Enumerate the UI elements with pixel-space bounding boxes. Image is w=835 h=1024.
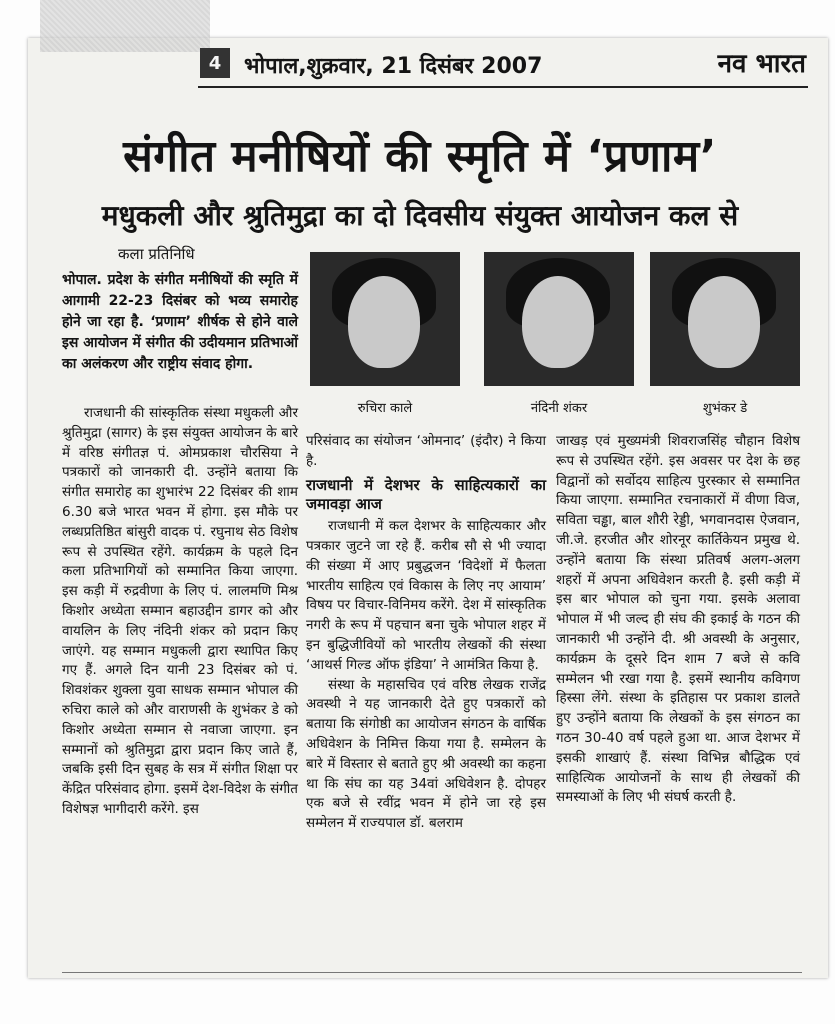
subheadline: मधुकली और श्रुतिमुद्रा का दो दिवसीय संयुक्त आयोजन कल से	[101, 199, 739, 232]
bottom-rule	[62, 972, 802, 973]
scan-edge	[40, 0, 210, 52]
byline: कला प्रतिनिधि	[118, 245, 195, 263]
body-paragraph: संस्था के महासचिव एवं वरिष्ठ लेखक राजेंद्र अवस्थी ने यह जानकारी देते हुए पत्रकारों को बताया कि संगोष्ठी का आयोजन संगठन के वार्षिक अधिवेशन के निमित्त किया गया है. सम्मेलन के बारे में विस्तार से बताते हुए श्री अवस्थी का कहना था कि संघ का यह 34वां अधिवेशन है. दोपहर एक बजे से रवींद्र भवन में होने जा रहे इस सम्मेलन में राज्यपाल डॉ. बलराम	[306, 676, 546, 832]
photo-nandini-shankar	[484, 252, 634, 386]
photo-caption: शुभंकर डे	[702, 401, 748, 416]
body-paragraph: राजधानी में कल देशभर के साहित्यकार और पत्रकार जुटने जा रहे हैं. करीब सौ से भी ज्यादा की संख्या में आए प्रबुद्धजन ‘विदेशों में फैलता भारतीय साहित्य एवं विकास के लिए नए आयाम’ विषय पर विचार-विनिमय करेंगे. देश में सांस्कृतिक नगरी के रूप में पहचान बना चुके भोपाल शहर में इन बुद्धिजीवियों को भारतीय लेखकों की संस्था ‘आथर्स गिल्ड ऑफ इंडिया’ ने आमंत्रित किया है.	[306, 518, 546, 673]
photo-shubhankar-de	[650, 252, 800, 386]
lead-paragraph	[62, 270, 298, 375]
body-paragraph: जाखड़ एवं मुख्यमंत्री शिवराजसिंह चौहान विशेष रूप से उपस्थित रहेंगे. इस अवसर पर देश के छह विद्वानों को सर्वोदय साहित्य पुरस्कार से सम्मानित किया जाएगा. सम्मानित रचनाकारों में वीणा विज, सविता चड्ढा, बाल शौरी रेड्डी, भगवानदास ऐजवान, जी.जे. हरजीत और शोरनूर कार्तिकेयन प्रमुख थे. उन्होंने बताया कि संस्था प्रतिवर्ष अलग-अलग शहरों में अपना अधिवेशन करती है. इसी कड़ी में इस बार भोपाल को चुना गया. इसके अलावा भोपाल में भी जल्द ही संघ की इकाई के गठन की जानकारी भी उन्होंने दी. श्री अवस्थी के अनुसार, कार्यक्रम के दूसरे दिन शाम 7 बजे से कवि सम्मेलन भी रखा गया है. इसमें स्थानीय कविगण हिस्सा लेंगे. संस्था के इतिहास पर प्रकाश डालते हुए उन्होंने बताया कि लेखकों के इस संगठन का गठन 30-40 वर्ष पहले हुआ था. आज देशभर में इसकी शाखाएं हैं. संस्था विभिन्न बौद्धिक एवं साहित्यिक आयोजनों के साथ ही लेखकों की समस्याओं के लिए भी संघर्ष करती है.	[556, 433, 800, 806]
page-header	[198, 44, 808, 88]
lead-text: भोपाल. प्रदेश के संगीत मनीषियों की स्मृति में आगामी 22-23 दिसंबर को भव्य समारोह होने जा रहा है. ‘प्रणाम’ शीर्षक से होने वाले इस आयोजन में संगीत की उदीयमान प्रतिभाओं का अलंकरण और राष्ट्रीय संवाद होगा.	[62, 272, 298, 372]
body-paragraph: राजधानी की सांस्कृतिक संस्था मधुकली और श्रुतिमुद्रा (सागर) के इस संयुक्त आयोजन के बारे में वरिष्ठ संगीतज्ञ पं. ओमप्रकाश चौरसिया ने पत्रकारों को जानकारी दी. उन्होंने बताया कि संगीत समारोह का शुभारंभ 22 दिसंबर की शाम 6.30 बजे भारत भवन में होगा. इस मौके पर लब्धप्रतिष्ठित बांसुरी वादक पं. रघुनाथ सेठ विशेष रूप से उपस्थित रहेंगे. कार्यक्रम के पहले दिन कला प्रतिभागियों को सम्मानित किया जाएगा. इस कड़ी में रुद्रवीणा के लिए पं. लालमणि मिश्र किशोर अध्येता सम्मान बहाउद्दीन डागर को और वायलिन के लिए नंदिनी शंकर को प्रदान किए जाएंगे. यह सम्मान मधुकली द्वारा स्थापित किए गए हैं. अगले दिन यानी 23 दिसंबर को पं. शिवशंकर शुक्ला युवा साधक सम्मान भोपाल की रुचिरा काले को और वाराणसी के शुभंकर डे को किशोर अध्येता सम्मान से नवाजा जाएगा. इन सम्मानों को श्रुतिमुद्रा द्वारा प्रदान किए जाते हैं, जबकि इसी दिन सुबह के सत्र में संगीत शिक्षा पर केंद्रित परिसंवाद होगा. इसमें देश-विदेश के संगीत विशेषज्ञ भागीदारी करेंगे. इस	[62, 405, 298, 817]
page-number: 4	[200, 48, 230, 78]
newspaper-logo: नव भारत	[717, 49, 806, 79]
headline: संगीत मनीषियों की स्मृति में ‘प्रणाम’	[123, 131, 717, 182]
article-column-1	[62, 404, 298, 820]
article-column-2	[306, 432, 546, 834]
dateline: भोपाल,शुक्रवार, 21 दिसंबर 2007	[244, 54, 543, 79]
photo-caption: नंदिनी शंकर	[530, 401, 588, 416]
photo-caption: रुचिरा काले	[357, 401, 413, 416]
article-column-3	[556, 432, 800, 808]
photo-ruchira-kale	[310, 252, 460, 386]
section-subhead: राजधानी में देशभर के साहित्यकारों का जमावड़ा आज	[306, 475, 546, 514]
body-paragraph: परिसंवाद का संयोजन ‘ओमनाद’ (इंदौर) ने किया है.	[306, 433, 546, 469]
